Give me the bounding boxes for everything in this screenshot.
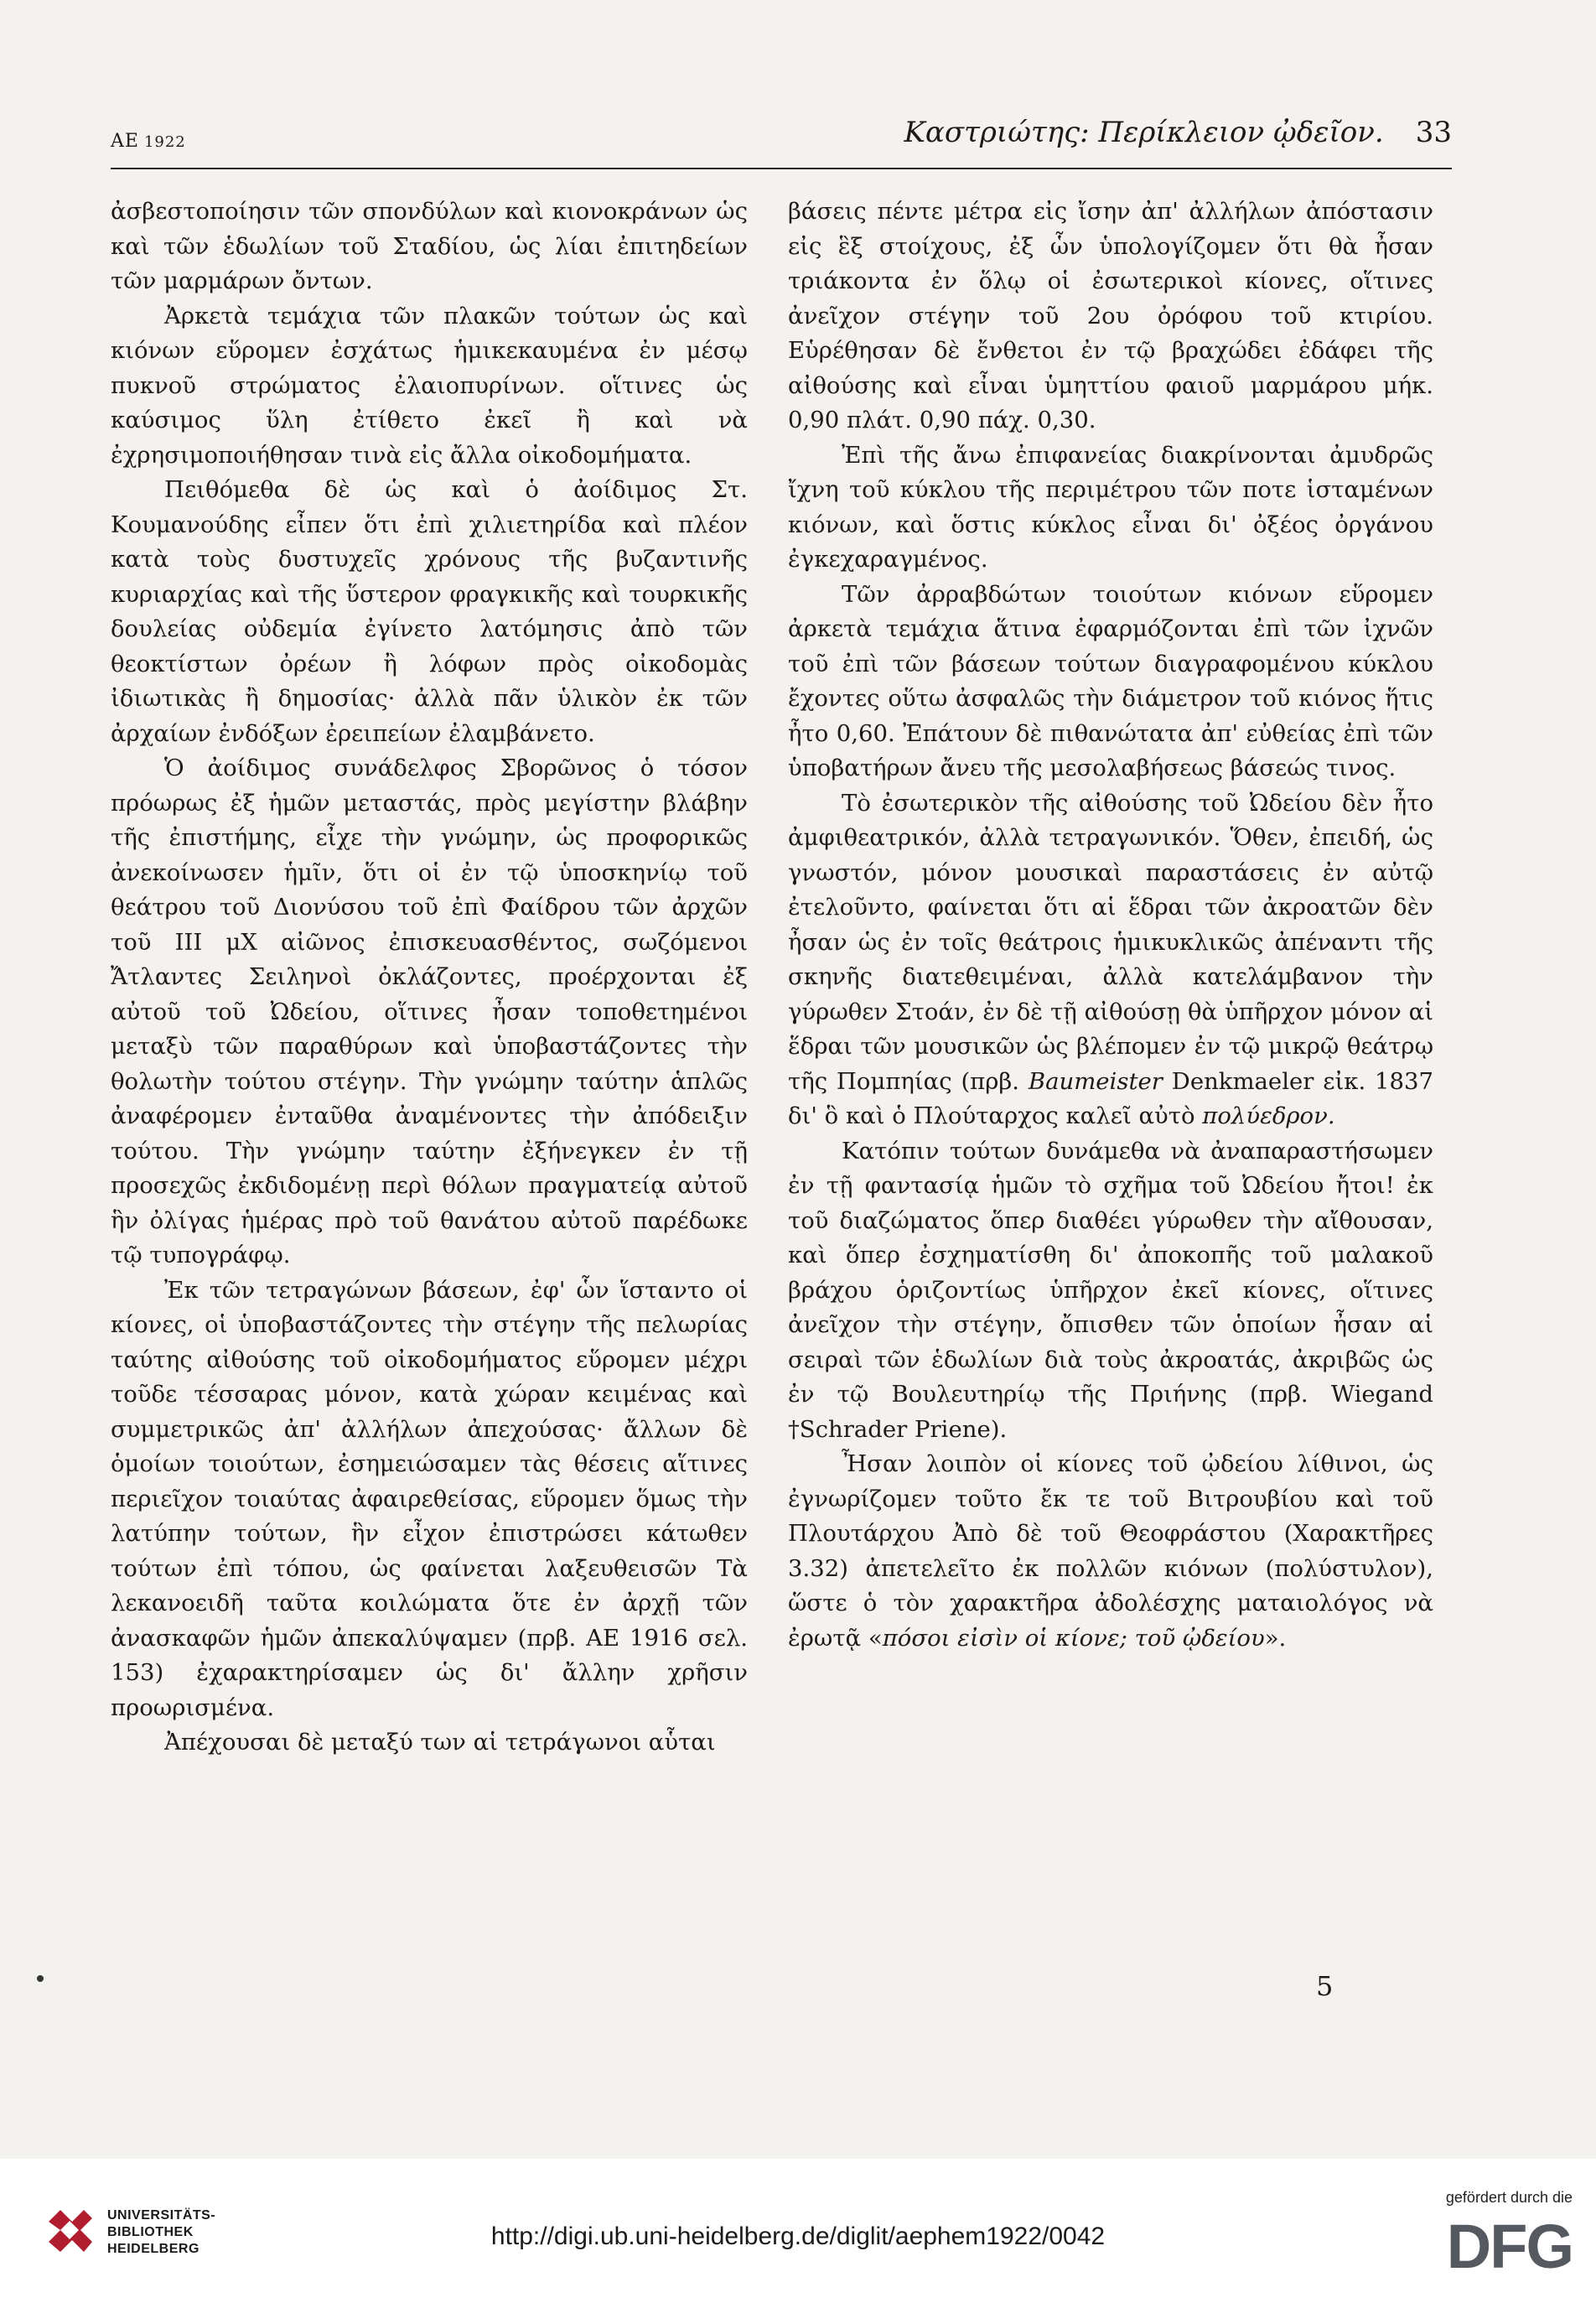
page-number: 33 — [1415, 116, 1452, 149]
paragraph: ἀσβεστοποίησιν τῶν σπονδύλων καὶ κιονοκράνων ὡς καὶ τῶν ἑδωλίων τοῦ Σταδίου, ὡς λίαι ἐπιτηδείων τῶν μαρμάρων ὄντων. — [111, 198, 748, 294]
term-italic: πολύεδρον. — [1202, 1102, 1335, 1129]
paragraph-text: Τὸ ἐσωτερικὸν τῆς αἰθούσης τοῦ Ὠδείου δὲν ἦτο ἀμφιθεατρικόν, ἀλλὰ τετραγωνικόν. Ὅθεν, ἐπειδή, ὡς γνωστόν, μόνον μουσικαὶ παραστάσεις ἐν αὐτῷ ἐτελοῦντο, φαίνεται ὅτι αἱ ἕδραι τῶν ἀκροατῶν δὲν ἦσαν ὡς ἐν τοῖς θεάτροις ἡμικυκλικῶς ἀπέναντι τῆς σκηνῆς διατεθειμέναι, ἀλλὰ κατελάμβανον τὴν γύρωθεν Στοάν, ἐν δὲ τῇ αἰθούσῃ θὰ ὑπῆρχον μόνον αἱ ἕδραι τῶν μουσικῶν ὡς βλέπομεν ἐν τῷ μικρῷ θεάτρῳ τῆς Πομπηίας (πρβ. — [788, 789, 1433, 1095]
sheet-signature: 5 — [1316, 1970, 1334, 2002]
paragraph: Ὁ ἀοίδιμος συνάδελφος Σβορῶνος ὁ τόσον πρόωρως ἐξ ἡμῶν μεταστάς, πρὸς μεγίστην βλάβην τῆς ἐπιστήμης, εἶχε τὴν γνώμην, ὡς προφορικῶς ἀνεκοίνωσεν ἡμῖν, ὅτι οἱ ἐν τῷ ὑποσκηνίῳ τοῦ θεάτρου τοῦ Διονύσου τοῦ ἐπὶ Φαίδρου τῶν ἀρχῶν τοῦ ΙΙΙ μΧ αἰῶνος ἐπισκευασθέντος, σωζόμενοι Ἄτλαντες Σειληνοὶ ὀκλάζοντες, προέρχονται ἐξ αὐτοῦ τοῦ Ὠδείου, οἵτινες ἦσαν τοποθετημένοι μεταξὺ τῶν παραθύρων καὶ ὑποβαστάζοντες τὴν θολωτὴν τούτου στέγην. Τὴν γνώμην ταύτην ἁπλῶς ἀναφέρομεν ἐνταῦθα ἀναμένοντες τὴν ἀπόδειξιν τούτου. Τὴν γνώμην ταύτην ἐξήνεγκεν ἐν τῇ προσεχῶς ἐκδιδομένῃ περὶ θόλων πραγματείᾳ αὐτοῦ ἣν ὀλίγας ἡμέρας πρὸ τοῦ θανάτου αὐτοῦ παρέδωκε τῷ τυπογράφῳ. — [111, 755, 748, 1268]
library-line: UNIVERSITÄTS- — [107, 2208, 216, 2223]
paragraph: Ἐκ τῶν τετραγώνων βάσεων, ἐφ' ὧν ἵσταντο οἱ κίονες, οἱ ὑποβαστάζοντες τὴν στέγην τῆς πελωρίας ταύτης αἰθούσης τοῦ οἰκοδομήματος εὕρομεν μέχρι τοῦδε τέσσαρας μόνον, κατὰ χώραν κειμένας καὶ συμμετρικῶς ἀπ' ἀλλήλων ἀπεχούσας· ἄλλων δὲ ὁμοίων τοιούτων, ἐσημειώσαμεν τὰς θέσεις αἵτινες περιεῖχον τοιαύτας ἀφαιρεθείσας, εὕρομεν ὅμως τὴν λατύπην τούτων, ἣν εἶχον ἐπιστρώσει κάτωθεν τούτων ἐπὶ τόπου, ὡς φαίνεται λαξευθεισῶν Τὰ λεκανοειδῆ ταῦτα κοιλώματα ὅτε ἐν ἀρχῇ τῶν ἀνασκαφῶν ἡμῶν ἀπεκαλύψαμεν (πρβ. ΑΕ 1916 σελ. 153) ἐχαρακτηρίσαμεν ὡς δι' ἄλλην χρῆσιν προωρισμένα. — [111, 1276, 748, 1721]
quote-italic: πόσοι εἰσὶν οἱ κίονε; τοῦ ᾠδείου — [882, 1624, 1265, 1652]
paragraph-text: Ἦσαν λοιπὸν οἱ κίονες τοῦ ᾠδείου λίθινοι, ὡς ἐγνωρίζομεν τοῦτο ἔκ τε τοῦ Βιτρουβίου καὶ τοῦ Πλουτάρχου Ἀπὸ δὲ τοῦ Θεοφράστου (Χαρακτῆρες 3.32) ἀπετελεῖτο ἐκ πολλῶν κιόνων (πολύστυλον), ὥστε ὁ τὸν χαρακτῆρα ἀδολέσχης ματαιολόγος νὰ ἐρωτᾷ « — [788, 1450, 1433, 1652]
right-column — [788, 195, 1433, 1656]
paragraph-text: ». — [1264, 1624, 1287, 1652]
paragraph: Ἀπέχουσαι δὲ μεταξύ των αἱ τετράγωνοι αὗται — [164, 1729, 716, 1756]
paragraph: Κατόπιν τούτων δυνάμεθα νὰ ἀναπαραστήσωμεν ἐν τῇ φαντασίᾳ ἡμῶν τὸ σχῆμα τοῦ Ὠδείου ἤτοι! ἐκ τοῦ διαζώματος ὅπερ διαθέει γύρωθεν τὴν αἴθουσαν, καὶ ὅπερ ἐσχηματίσθη δι' ἀποκοπῆς τοῦ μαλακοῦ βράχου ὁριζοντίως ὑπῆρχον ἐκεῖ κίονες, οἵτινες ἀνεῖχον τὴν στέγην, ὄπισθεν τῶν ὁποίων ἦσαν αἱ σειραὶ τῶν ἑδωλίων διὰ τοὺς ἀκροατάς, ἀκριβῶς ὡς ἐν τῷ Βουλευτηρίῳ τῆς Πριήνης (πρβ. Wiegand †Schrader Priene). — [788, 1137, 1433, 1443]
paragraph: βάσεις πέντε μέτρα εἰς ἴσην ἀπ' ἀλλήλων ἀπόστασιν εἰς ἓξ στοίχους, ἐξ ὧν ὑπολογίζομεν ὅτι θὰ ἦσαν τριάκοντα ἐν ὅλῳ οἱ ἐσωτερικοὶ κίονες, οἵτινες ἀνεῖχον στέγην τοῦ 2ου ὀρόφου τοῦ κτιρίου. Εὑρέθησαν δὲ ἔνθετοι ἐν τῷ βραχώδει ἐδάφει τῆς αἰθούσης καὶ εἶναι ὑμηττίου φαιοῦ μαρμάρου μήκ. 0,90 πλάτ. 0,90 πάχ. 0,30. — [788, 198, 1433, 433]
footer-bar — [0, 2159, 1596, 2303]
page-header — [111, 116, 1452, 166]
paragraph: Ἐπὶ τῆς ἄνω ἐπιφανείας διακρίνονται ἀμυδρῶς ἴχνη τοῦ κύκλου τῆς περιμέτρου τῶν ποτε ἱσταμένων κιόνων, καὶ ὅστις κύκλος εἶναι δι' ὀξέος ὀργάνου ἐγκεχαραγμένος. — [788, 441, 1433, 573]
running-title-text: Καστριώτης: Περίκλειον ᾠδεῖον. — [904, 116, 1384, 149]
paragraph-text: Denkmaeler εἰκ. 1837 δι' ὃ καὶ ὁ Πλούταρχος καλεῖ αὐτὸ — [788, 1067, 1434, 1129]
paragraph: Πειθόμεθα δὲ ὡς καὶ ὁ ἀοίδιμος Στ. Κουμανούδης εἶπεν ὅτι ἐπὶ χιλιετηρίδα καὶ πλέον κατὰ τοὺς δυστυχεῖς χρόνους τῆς βυζαντινῆς κυριαρχίας καὶ τῆς ὕστερον φραγκικῆς καὶ τουρκικῆς δουλείας οὐδεμία ἐγίνετο λατόμησις ἀπὸ τῶν θεοκτίστων ὀρέων ἢ λόφων πρὸς οἰκοδομὰς ἰδιωτικὰς ἢ δημοσίας· ἀλλὰ πᾶν ὑλικὸν ἐκ τῶν ἀρχαίων ἐνδόξων ἐρειπείων ἐλαμβάνετο. — [111, 476, 748, 747]
journal-year: 1922 — [143, 133, 186, 151]
running-title — [904, 116, 1452, 149]
margin-dot — [37, 1975, 44, 1982]
left-column — [111, 195, 748, 1761]
journal-abbrev: ΑΕ — [111, 131, 139, 152]
source-url-link[interactable]: http://digi.ub.uni-heidelberg.de/diglit/aephem1922/0042 — [490, 2223, 1106, 2250]
paragraph: Τῶν ἀρραβδώτων τοιούτων κιόνων εὕρομεν ἀρκετὰ τεμάχια ἅτινα ἐφαρμόζονται ἐπὶ τῶν ἰχνῶν τοῦ ἐπὶ τῶν βάσεων τούτων διαγραφομένου κύκλου ἔχοντες οὕτω ἀσφαλῶς τὴν διάμετρον τοῦ κιόνος ἥτις ἦτο 0,60. Ἐπάτουν δὲ πιθανώτατα ἀπ' εὐθείας ἐπὶ τῶν ὑποβατήρων ἄνευ τῆς μεσολαβήσεως βάσεώς τινος. — [788, 580, 1433, 781]
header-rule — [111, 168, 1452, 169]
paragraph: Ἀρκετὰ τεμάχια τῶν πλακῶν τούτων ὡς καὶ κιόνων εὕρομεν ἐσχάτως ἡμικεκαυμένα ἐν μέσῳ πυκνοῦ στρώματος ἐλαιοπυρίνων. οἵτινες ὡς καύσιμος ὕλη ἐτίθετο ἐκεῖ ἢ καὶ νὰ ἐχρησιμοποιήθησαν τινὰ εἰς ἄλλα οἰκοδομήματα. — [111, 302, 748, 469]
funding-note: gefördert durch die — [1445, 2189, 1573, 2206]
dfg-logo: DFG — [1446, 2212, 1573, 2281]
paragraph — [788, 1447, 1433, 1656]
author-citation: Baumeister — [1028, 1067, 1163, 1095]
journal-label — [111, 131, 186, 152]
paragraph — [788, 786, 1433, 1134]
library-line: BIBLIOTHEK — [107, 2225, 194, 2239]
library-line: HEIDELBERG — [107, 2242, 200, 2256]
